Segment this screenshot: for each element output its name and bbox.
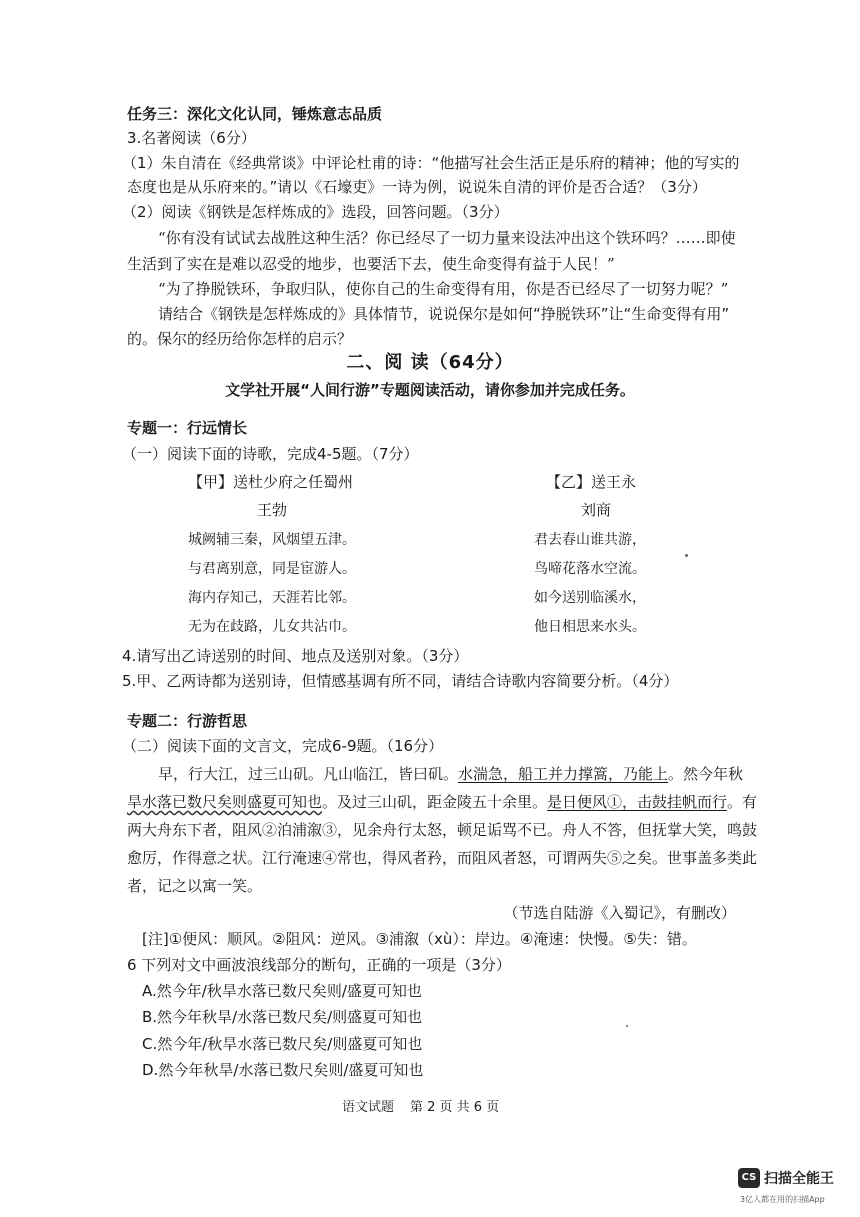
passage-text: 。及过三山矶，距金陵五十余里。 [322, 793, 548, 811]
quote-1-line1: “你有没有试试去战胜这种生活？你已经尽了一切力量来设法冲出这个铁环吗？……即使 [158, 229, 736, 247]
task3-heading: 任务三：深化文化认同，锤炼意志品质 [127, 105, 383, 123]
underlined-sentence-1: 水湍急，船工并力撑篙，乃能上 [458, 765, 669, 783]
topic1-instruction: （一）阅读下面的诗歌，完成4-5题。（7分） [122, 445, 419, 463]
passage-line2 [127, 792, 757, 812]
prompt-line1: 请结合《钢铁是怎样炼成的》具体情节，说说保尔是如何“挣脱铁环”让“生命变得有用” [158, 305, 730, 323]
prompt-line2: 的。保尔的经历给你怎样的启示？ [127, 330, 353, 348]
question-3-2: （2）阅读《钢铁是怎样炼成的》选段，回答问题。（3分） [122, 203, 509, 221]
topic2-instruction: （二）阅读下面的文言文，完成6-9题。（16分） [122, 737, 444, 755]
topic1-heading: 专题一：行远情长 [127, 419, 248, 437]
poem-b-line: 君去春山谁共游， [534, 532, 646, 548]
poem-a-title: 【甲】送杜少府之任蜀州 [188, 473, 354, 491]
question-3: 3.名著阅读（6分） [127, 129, 256, 147]
option-a: A.然今年/秋旱水落已数尺矣则/盛夏可知也 [142, 982, 422, 1000]
poem-b-line: 他日相思来水头。 [534, 619, 646, 635]
reading-section-title: 二、阅 读（64分） [346, 352, 514, 373]
passage-line3: 两大舟东下者，阻风②泊浦溆③，见余舟行太怒，顿足诟骂不已。舟人不答，但抚掌大笑，鸣鼓 [127, 821, 758, 839]
poem-b-line: 鸟啼花落水空流。 [534, 561, 646, 577]
wavy-underlined-segment: 旱水落已数尺矣则盛夏可知也 [127, 793, 323, 811]
camscanner-logo-icon: CS [738, 1168, 760, 1188]
footer-subject: 语文试题 [342, 1100, 395, 1115]
poem-a-line: 海内存知己，天涯若比邻。 [188, 590, 356, 606]
underlined-sentence-2: 是日便风①，击鼓挂帆而行 [547, 793, 728, 811]
poem-a-line: 城阙辅三秦，风烟望五津。 [188, 532, 356, 548]
poem-a-line: 与君离别意，同是宦游人。 [188, 561, 356, 577]
question-3-1-line1: （1）朱自清在《经典常谈》中评论杜甫的诗：“他描写社会生活正是乐府的精神；他的写实的 [122, 154, 740, 172]
question-4: 4.请写出乙诗送别的时间、地点及送别对象。（3分） [122, 647, 469, 665]
poem-b-author: 刘商 [580, 501, 611, 519]
question-6: 6 下列对文中画波浪线部分的断句，正确的一项是（3分） [127, 956, 511, 974]
option-d: D.然今年秋旱/水落已数尺矣则/盛夏可知也 [142, 1061, 424, 1079]
watermark-name: 扫描全能王 [764, 1171, 834, 1187]
camscanner-watermark [738, 1166, 856, 1210]
quote-2: “为了挣脱铁环，争取归队，使你自己的生命变得有用，你是否已经尽了一切努力呢？” [158, 280, 729, 298]
watermark-tagline: 3亿人都在用的扫描App [740, 1195, 825, 1204]
poem-b-line: 如今送别临溪水， [534, 590, 646, 606]
passage-text: 早，行大江，过三山矶。凡山临江，皆曰矶。 [158, 765, 459, 783]
annotation-notes: [注]①便风：顺风。②阻风：逆风。③浦溆（xù）：岸边。④淹速：快慢。⑤失：错。 [142, 930, 697, 948]
option-b: B.然今年秋旱/水落已数尺矣/则盛夏可知也 [142, 1008, 423, 1026]
question-5: 5.甲、乙两诗都为送别诗，但情感基调有所不同，请结合诗歌内容简要分析。（4分） [122, 672, 679, 690]
poem-b-title: 【乙】送王永 [546, 473, 637, 491]
topic2-heading: 专题二：行游哲思 [127, 712, 248, 730]
quote-1-line2: 生活到了实在是难以忍受的地步，也要活下去，使生命变得有益于人民！” [127, 255, 615, 273]
scan-speck [626, 1025, 628, 1027]
poem-a-author: 王勃 [256, 501, 287, 519]
reading-intro: 文学社开展“人间行游”专题阅读活动，请你参加并完成任务。 [225, 381, 635, 399]
poem-a-line: 无为在歧路，儿女共沾巾。 [188, 619, 356, 635]
option-c: C.然今年/秋旱水落已数尺矣/则盛夏可知也 [142, 1035, 423, 1053]
passage-line4: 愈厉，作得意之状。江行淹速④常也，得风者矜，而阻风者怒，可谓两失⑤之矣。世事盖多类此 [127, 849, 758, 867]
passage-line5: 者，记之以寓一笑。 [127, 877, 263, 895]
footer-page-number: 第 2 页 共 6 页 [410, 1100, 500, 1115]
scan-speck [685, 554, 688, 557]
passage-line1 [158, 764, 743, 784]
passage-source: （节选自陆游《入蜀记》，有删改） [503, 904, 736, 922]
question-3-1-line2: 态度也是从乐府来的。”请以《石壕吏》一诗为例，说说朱自清的评价是否合适？（3分） [127, 178, 707, 196]
passage-text: 。有 [727, 793, 758, 811]
passage-text: 。然今年秋 [668, 765, 744, 783]
